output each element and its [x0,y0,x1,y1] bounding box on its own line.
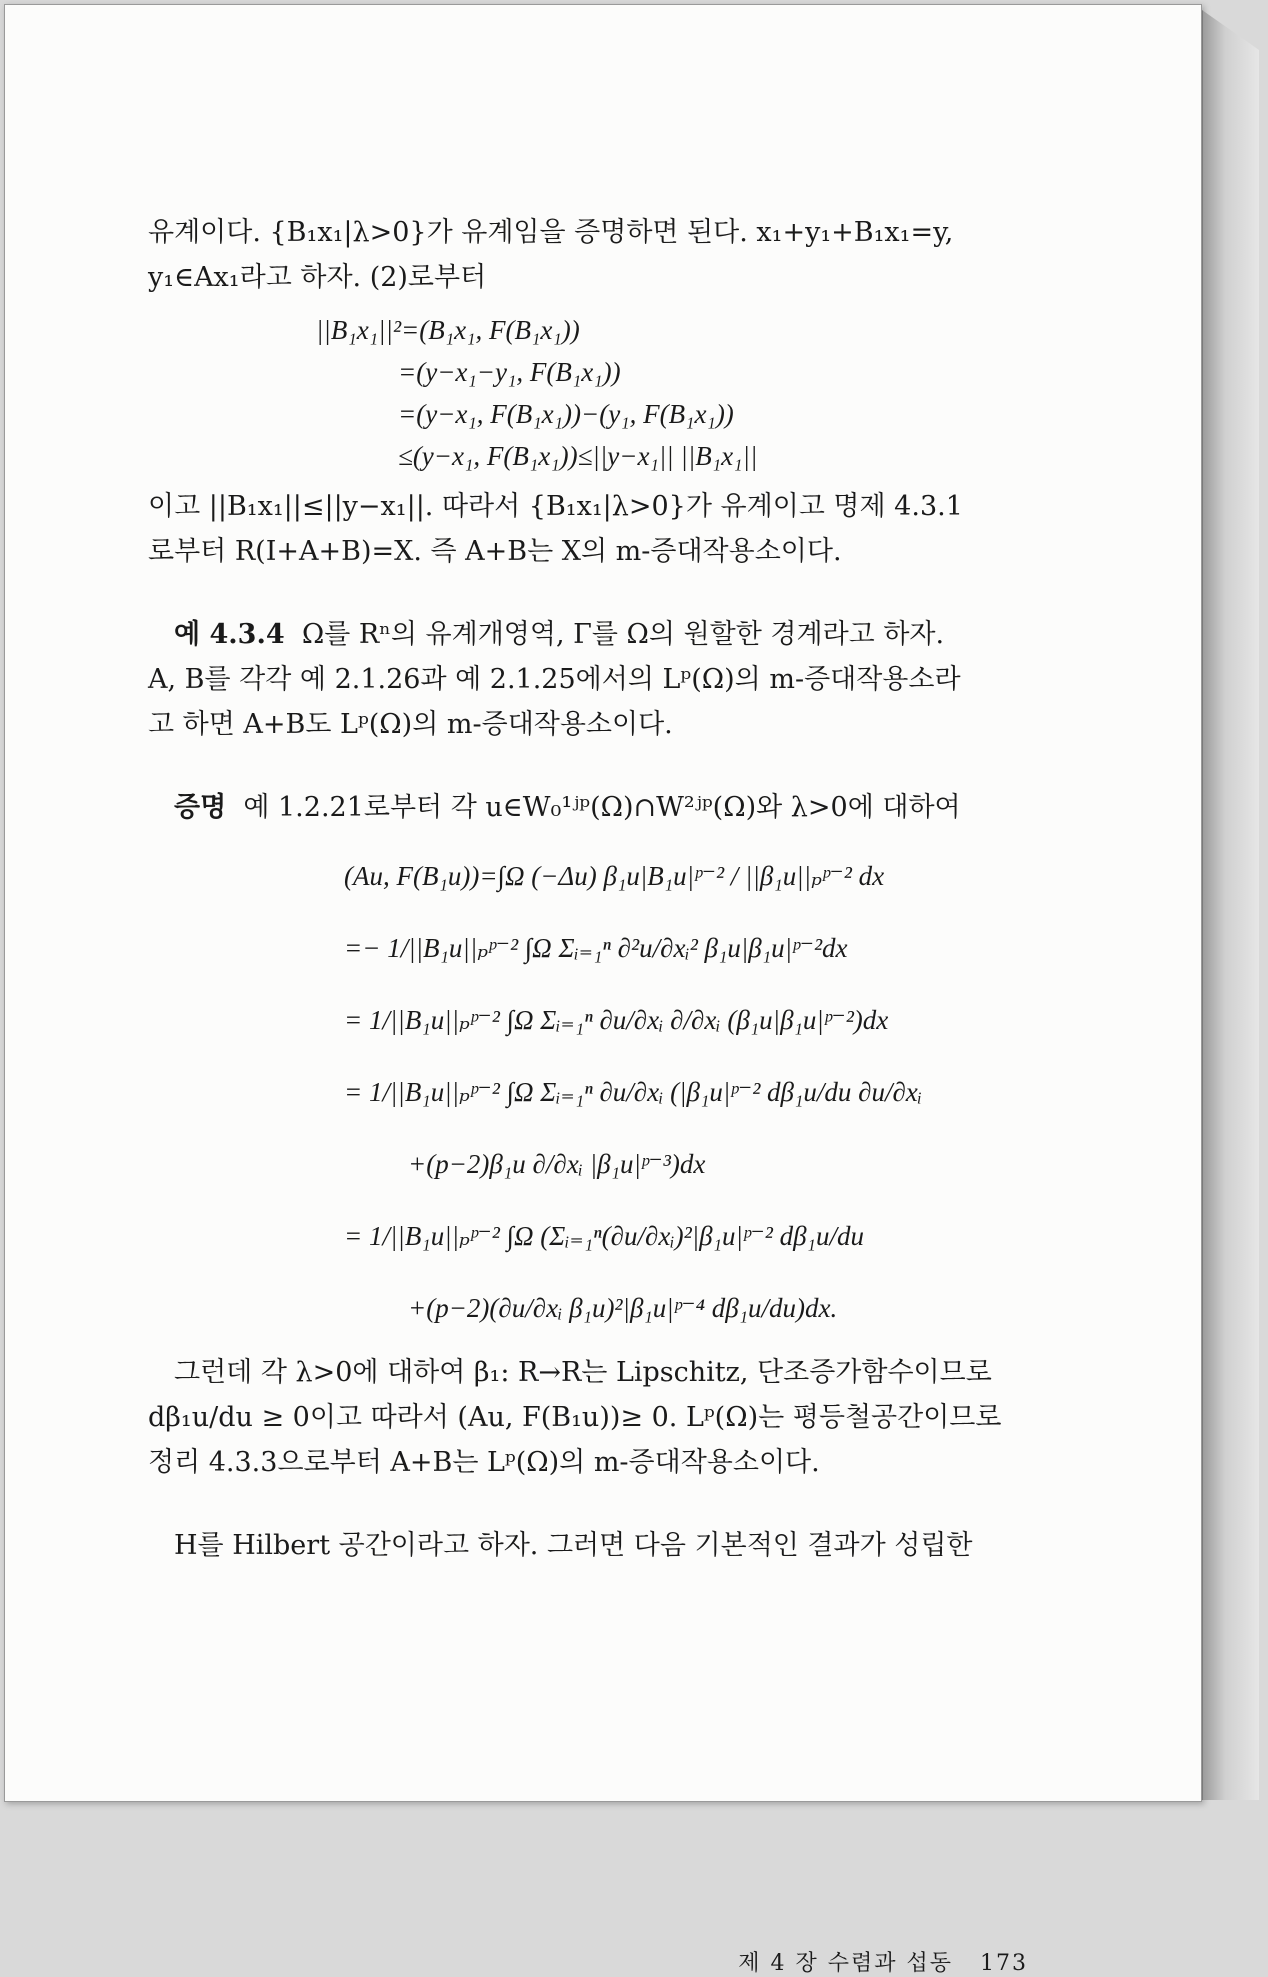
paragraph-4 [148,1523,1048,1568]
derivation-row: ||B₁x₁||²=(B₁x₁, F(B₁x₁)) [316,315,580,345]
paragraph-4-line-1: H를 Hilbert 공간이라고 하자. 그러면 다음 기본적인 결과가 성립한 [174,1530,973,1561]
example-paragraph [148,612,1048,747]
equation-row: +(p−2)β₁u ∂/∂xᵢ |β₁u|ᵖ⁻³)dx [408,1148,706,1179]
proof-equation [344,840,1048,1344]
paragraph-3-line-1: 그런데 각 λ>0에 대하여 β₁: R→R는 Lipschitz, 단조증가함수이므로 [174,1357,992,1388]
paragraph-3-line-2: dβ₁u/du ≥ 0이고 따라서 (Au, F(B₁u))≥ 0. Lᵖ(Ω)는 평등철공간이므로 [148,1402,1002,1433]
paragraph-2-line-2: 로부터 R(I+A+B)=X. 즉 A+B는 X의 m-증대작용소이다. [148,536,842,567]
page-number: 173 [980,1951,1028,1976]
example-label: 예 4.3.4 [174,619,285,650]
example-line-3: 고 하면 A+B도 Lᵖ(Ω)의 m-증대작용소이다. [148,709,673,740]
equation-row: (Au, F(B₁u))=∫Ω (−Δu) β₁u|B₁u|ᵖ⁻² / ||β₁u||ₚᵖ⁻² dx [344,860,885,891]
equation-row: = 1/||B₁u||ₚᵖ⁻² ∫Ω Σᵢ₌₁ⁿ ∂u/∂xᵢ (|β₁u|ᵖ⁻² dβ₁u/du ∂u/∂xᵢ [344,1076,923,1107]
chapter-title: 제 4 장 수렴과 섭동 [738,1951,953,1976]
paragraph-2-line-1: 이고 ||B₁x₁||≤||y−x₁||. 따라서 {B₁x₁|λ>0}가 유계이고 명제 4.3.1 [148,491,963,522]
running-footer [738,1946,1028,1977]
equation-row: = 1/||B₁u||ₚᵖ⁻² ∫Ω (Σᵢ₌₁ⁿ(∂u/∂xᵢ)²|β₁u|ᵖ⁻² dβ₁u/du [344,1220,864,1251]
proof-paragraph [148,785,1048,830]
equation-row: = 1/||B₁u||ₚᵖ⁻² ∫Ω Σᵢ₌₁ⁿ ∂u/∂xᵢ ∂/∂xᵢ (β₁u|β₁u|ᵖ⁻²)dx [344,1004,889,1035]
derivation-row: =(y−x₁−y₁, F(B₁x₁)) [398,357,621,387]
norm-derivation [316,308,1048,476]
derivation-row: ≤(y−x₁, F(B₁x₁))≤||y−x₁|| ||B₁x₁|| [398,441,758,471]
paragraph-3 [148,1350,1048,1485]
paragraph-2 [148,484,1048,574]
example-line-1: Ω를 Rⁿ의 유계개영역, Γ를 Ω의 원할한 경계라고 하자. [301,619,945,650]
paragraph-1 [148,210,1048,300]
proof-line-1: 예 1.2.21로부터 각 u∈W₀¹ʲᵖ(Ω)∩W²ʲᵖ(Ω)와 λ>0에 대하여 [243,792,961,823]
example-line-2: A, B를 각각 예 2.1.26과 예 2.1.25에서의 Lᵖ(Ω)의 m-증대작용소라 [148,664,961,695]
paragraph-1-line-2: y₁∈Ax₁라고 하자. (2)로부터 [148,262,487,293]
proof-label: 증명 [174,792,227,823]
page-content [148,210,1048,1568]
equation-row: +(p−2)(∂u/∂xᵢ β₁u)²|β₁u|ᵖ⁻⁴ dβ₁u/du)dx. [408,1292,838,1323]
paragraph-1-line-1: 유계이다. {B₁x₁|λ>0}가 유계임을 증명하면 된다. x₁+y₁+B₁x₁=y, [148,217,954,248]
paragraph-3-line-3: 정리 4.3.3으로부터 A+B는 Lᵖ(Ω)의 m-증대작용소이다. [148,1447,820,1478]
equation-row: =− 1/||B₁u||ₚᵖ⁻² ∫Ω Σᵢ₌₁ⁿ ∂²u/∂xᵢ² β₁u|β₁u|ᵖ⁻²dx [344,932,848,963]
derivation-row: =(y−x₁, F(B₁x₁))−(y₁, F(B₁x₁)) [398,399,734,429]
page-stack-edge [1202,10,1259,1800]
